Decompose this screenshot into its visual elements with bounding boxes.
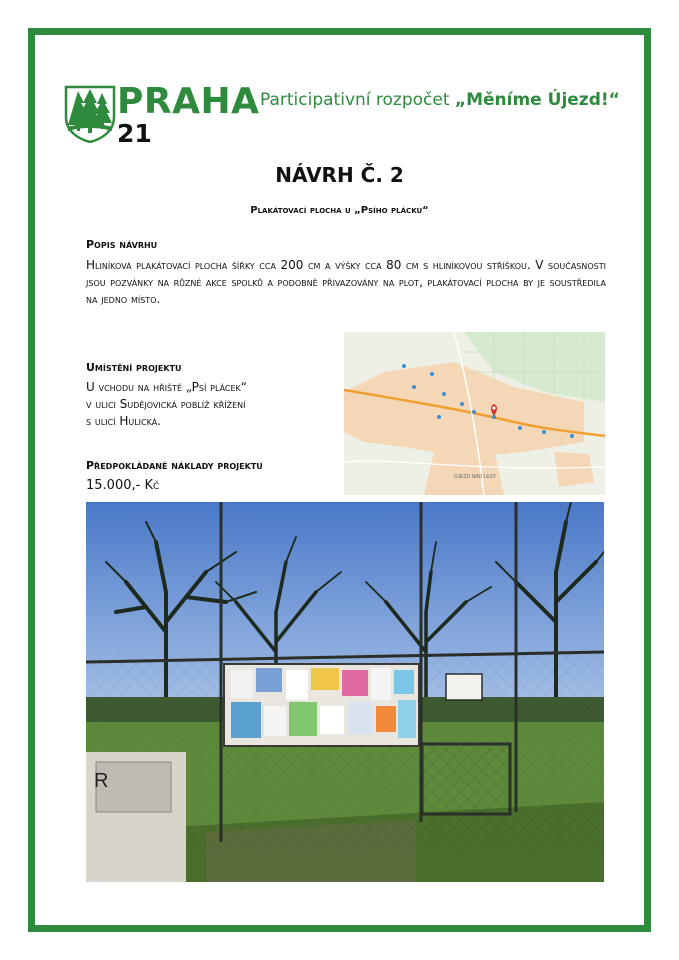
page-frame [28, 28, 651, 932]
umisteni-line: s ulicí Hulická. [86, 414, 161, 428]
logo-city-text: PRAHA [117, 81, 260, 122]
shield-trees-icon [64, 85, 116, 143]
naklady-value: 15.000,- Kč [86, 478, 160, 493]
umisteni-line: U vchodu na hřiště „Psí plácek“ [86, 380, 248, 394]
logo-district-text: 21 [117, 119, 152, 148]
umisteni-line: v ulici Sudějovická poblíž křížení [86, 397, 246, 411]
header-title-prefix: Participativní rozpočet [260, 90, 455, 110]
proposal-title: NÁVRH Č. 2 [275, 163, 404, 187]
map-label: ÚJEZD NAD LESY [454, 474, 497, 480]
umisteni-text [86, 379, 326, 430]
umisteni-heading: Umístění projektu [86, 361, 182, 374]
svg-text:R: R [94, 770, 109, 792]
header-title [260, 90, 620, 110]
header-title-bold: „Měníme Újezd!“ [454, 90, 620, 110]
popis-heading: Popis návrhu [86, 238, 158, 251]
popis-text: Hliníková plakátovací plocha šířky cca 200 cm a výšky cca 80 cm s hliníkovou stříškou. V současnosti jsou pozvánky na různé akce spolků a podobně přivazovány na plot, plakátovací plocha by je soustředila na jedno místo. [86, 258, 606, 306]
proposal-subtitle: Plakátovací plocha u „Psího plácku“ [250, 205, 429, 216]
location-map [344, 332, 605, 495]
praha-21-logo [64, 81, 260, 151]
site-photo [86, 502, 604, 882]
naklady-heading: Předpokládané náklady projektu [86, 459, 263, 472]
